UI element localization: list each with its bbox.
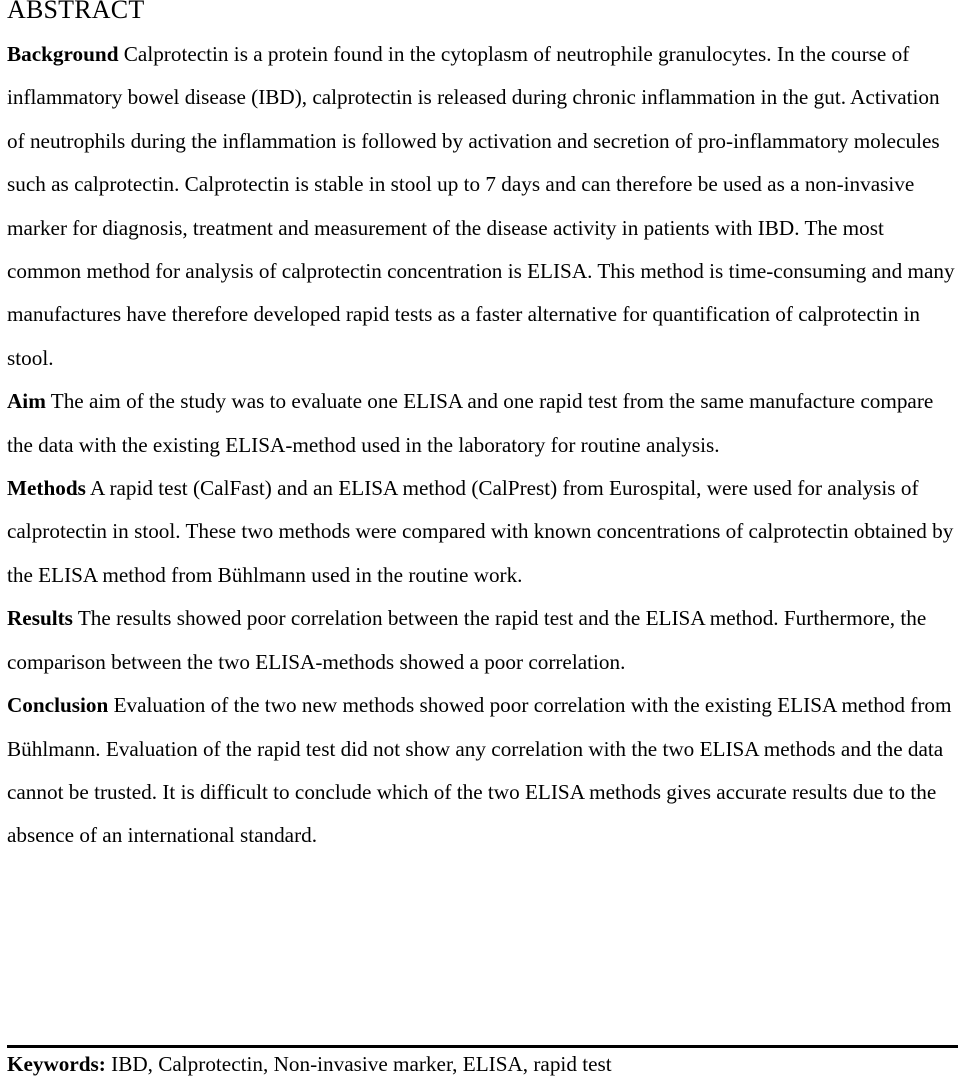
results-paragraph [7, 597, 955, 684]
aim-paragraph [7, 380, 955, 467]
background-text: Calprotectin is a protein found in the cytoplasm of neutrophile granulocytes. In the course of inflammatory bowel disease (IBD), calprotectin is released during chronic inflammation in the gut. Activation of neutrophils during the inflammation is followed by activation and secretion of pro-inflammatory molecules such as calprotectin. Calprotectin is stable in stool up to 7 days and can therefore be used as a non-invasive marker for diagnosis, treatment and measurement of the disease activity in patients with IBD. The most common method for analysis of calprotectin concentration is ELISA. This method is time-consuming and many manufactures have therefore developed rapid tests as a faster alternative for quantification of calprotectin in stool. [7, 42, 955, 370]
conclusion-paragraph [7, 684, 955, 858]
background-label: Background [7, 42, 119, 66]
keywords-label: Keywords: [7, 1052, 106, 1076]
abstract-page [7, 0, 955, 858]
aim-text: The aim of the study was to evaluate one ELISA and one rapid test from the same manufacture compare the data with the existing ELISA-method used in the laboratory for routine analysis. [7, 389, 934, 457]
results-text: The results showed poor correlation between the rapid test and the ELISA method. Furthermore, the comparison between the two ELISA-methods showed a poor correlation. [7, 606, 927, 674]
keywords-divider [7, 1045, 958, 1048]
keywords-line [7, 1049, 612, 1079]
abstract-heading: ABSTRACT [7, 0, 145, 24]
aim-label: Aim [7, 389, 46, 414]
conclusion-text: Evaluation of the two new methods showed poor correlation with the existing ELISA method from Bühlmann. Evaluation of the rapid test did not show any correlation with the two ELISA methods and the data cannot be trusted. It is difficult to conclude which of the two ELISA methods gives accurate results due to the absence of an international standard. [7, 693, 952, 848]
methods-text: A rapid test (CalFast) and an ELISA method (CalPrest) from Eurospital, were used for analysis of calprotectin in stool. These two methods were compared with known concentrations of calprotectin obtained by the ELISA method from Bühlmann used in the routine work. [7, 476, 954, 587]
keywords-text: IBD, Calprotectin, Non-invasive marker, ELISA, rapid test [111, 1052, 612, 1076]
methods-paragraph [7, 467, 955, 597]
methods-label: Methods [7, 476, 86, 501]
results-label: Results [7, 606, 73, 631]
background-paragraph [7, 33, 955, 380]
conclusion-label: Conclusion [7, 693, 109, 718]
